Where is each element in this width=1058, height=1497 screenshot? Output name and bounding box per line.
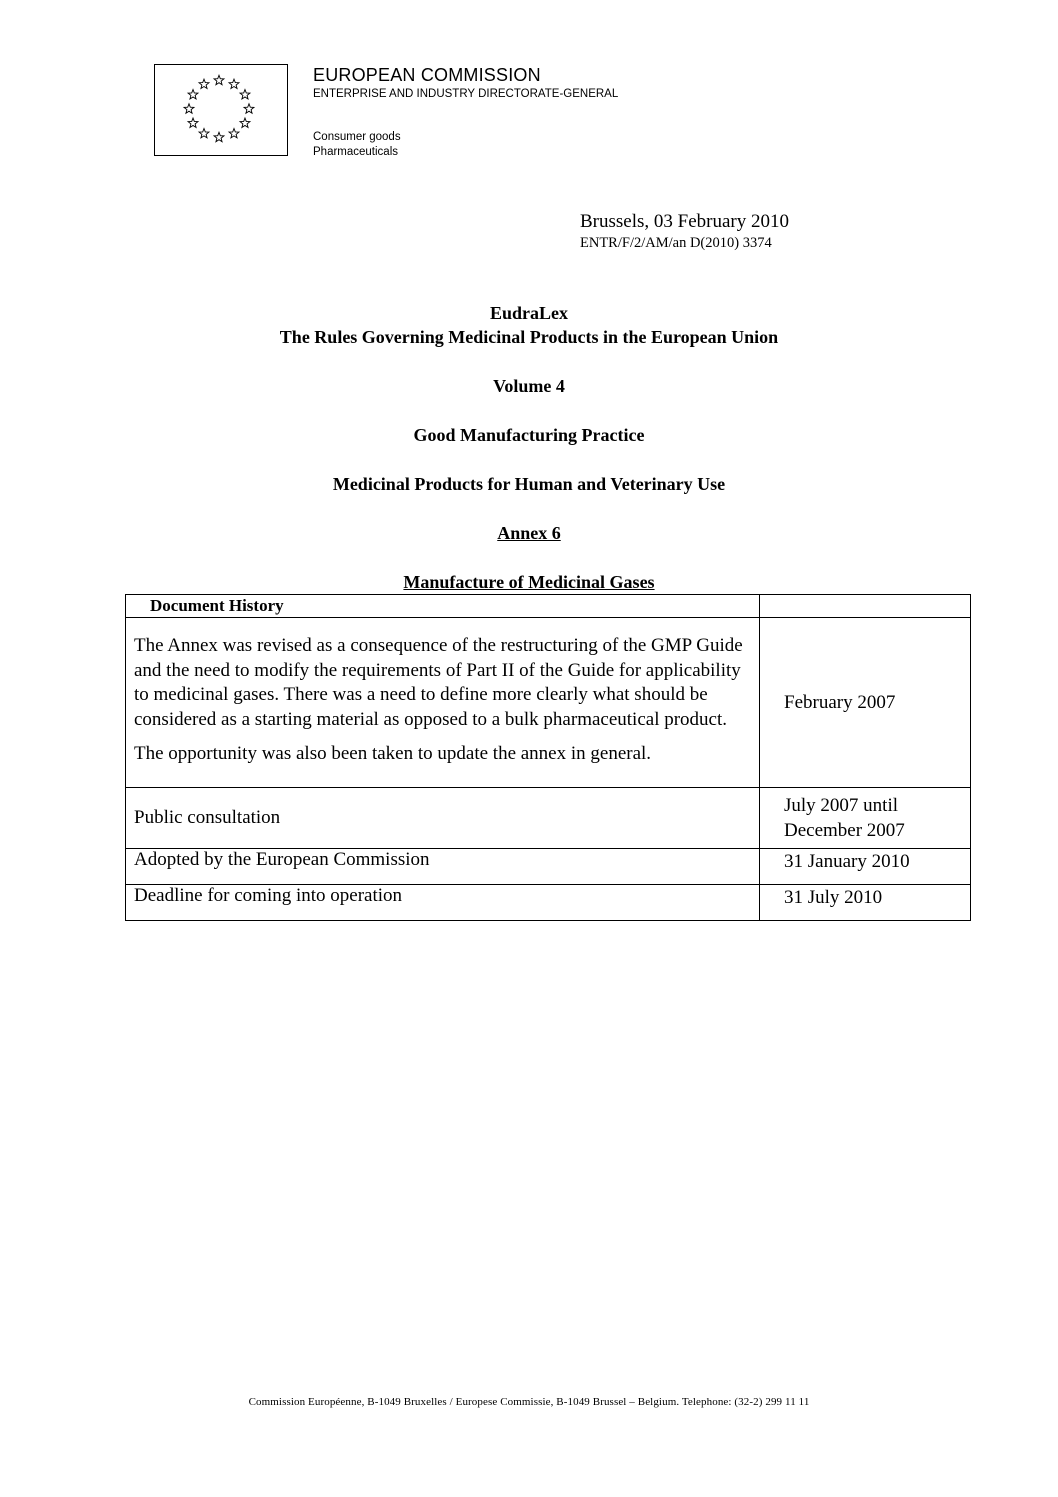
table-header-row [126, 595, 971, 618]
annex-title: Annex 6 [497, 523, 561, 543]
history-date: February 2007 [760, 618, 971, 788]
star-icon [188, 118, 198, 127]
volume-title: Volume 4 [493, 376, 565, 396]
history-date: 31 January 2010 [760, 849, 971, 885]
history-description: Adopted by the European Commission [126, 849, 760, 885]
star-icon [240, 118, 250, 127]
history-date [760, 788, 971, 849]
table-row [126, 788, 971, 849]
eu-stars-icon [155, 65, 289, 157]
collection-title: EudraLex [489, 303, 568, 323]
history-description: Deadline for coming into operation [126, 885, 760, 921]
rules-title: The Rules Governing Medicinal Products in the European Union [279, 327, 779, 347]
history-date-line-2: December 2007 [784, 820, 905, 841]
table-row [126, 885, 971, 921]
footer-address: Commission Européenne, B-1049 Bruxelles / Europese Commissie, B-1049 Brussel – Belgium. Telephone: (32-2) 299 11 11 [248, 1396, 810, 1408]
gmp-title: Good Manufacturing Practice [413, 425, 645, 445]
eu-flag-logo [154, 64, 288, 156]
table-row [126, 618, 971, 788]
organization-name: EUROPEAN COMMISSION [313, 65, 541, 85]
history-date: 31 July 2010 [760, 885, 971, 921]
table-row [126, 849, 971, 885]
star-icon [188, 90, 198, 99]
star-icon [214, 75, 224, 84]
scope-title: Medicinal Products for Human and Veterinary Use [332, 474, 726, 494]
history-description-paragraph-2: The opportunity was also been taken to update the annex in general. [134, 743, 652, 765]
star-icon [240, 90, 250, 99]
document-history-header: Document History [126, 595, 760, 618]
reference-number: ENTR/F/2/AM/an D(2010) 3374 [580, 235, 772, 251]
star-icon [199, 128, 209, 137]
history-description [126, 618, 760, 788]
history-description-paragraph-1: The Annex was revised as a consequence of the restructuring of the GMP Guide and the need to modify the requirements of Part II of the Guide for applicability to medicinal gases. There was a need to define more clearly what should be considered as a starting material as opposed to a bulk pharmaceutical product. [134, 635, 743, 730]
star-icon [244, 104, 254, 113]
history-date-line-1: July 2007 until [784, 795, 899, 816]
directorate-name: ENTERPRISE AND INDUSTRY DIRECTORATE-GENERAL [313, 88, 619, 100]
header-block [313, 64, 618, 102]
star-icon [229, 128, 239, 137]
star-icon [184, 104, 194, 113]
unit-block [313, 130, 401, 160]
place-date: Brussels, 03 February 2010 [580, 211, 789, 232]
star-icon [214, 132, 224, 141]
history-description: Public consultation [126, 788, 760, 849]
star-icon [199, 79, 209, 88]
document-history-table [125, 594, 971, 921]
unit-line-1: Consumer goods [313, 131, 401, 143]
star-icon [229, 79, 239, 88]
subject-title: Manufacture of Medicinal Gases [403, 572, 655, 592]
unit-line-2: Pharmaceuticals [313, 146, 399, 158]
document-history-header-date [760, 595, 971, 618]
